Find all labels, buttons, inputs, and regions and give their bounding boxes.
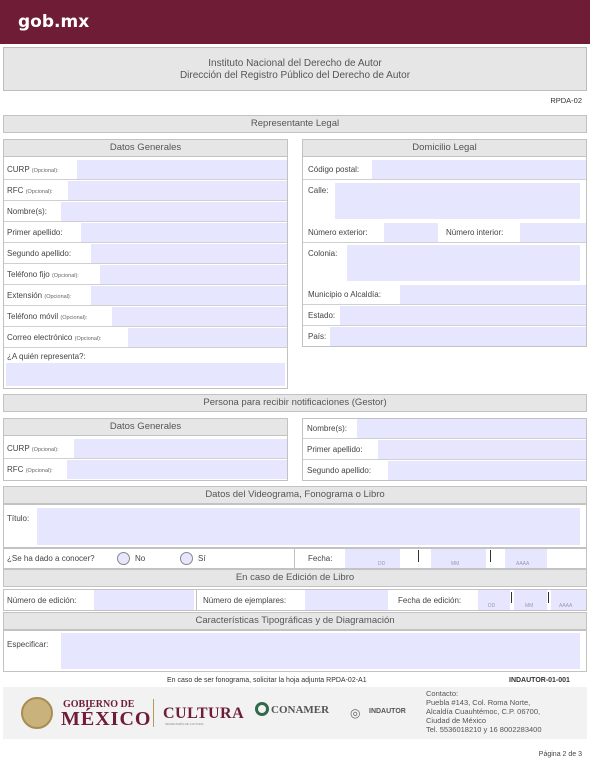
curp-label: CURP (Opcional): — [7, 165, 59, 174]
fecha-mm-placeholder: MM — [451, 561, 460, 567]
fecha-dd-input[interactable] — [345, 549, 400, 568]
telefono-fijo-label: Teléfono fijo (Opcional): — [7, 270, 79, 279]
calle-label: Calle: — [308, 186, 329, 195]
mexico-logo-text: MÉXICO — [61, 708, 152, 730]
gobmx-logo[interactable]: gob.mx — [18, 12, 90, 32]
institution-header — [3, 47, 587, 91]
gestor-rfc-label: RFC (Opcional): — [7, 465, 53, 474]
divider — [196, 589, 197, 611]
institution-name: Instituto Nacional del Derecho de Autor — [208, 58, 382, 69]
numero-exterior-input[interactable] — [384, 223, 438, 242]
fecha-edicion-aaaa-placeholder: AAAA — [559, 603, 573, 609]
footer — [3, 687, 587, 739]
fecha-edicion-dd-placeholder: DD — [488, 603, 496, 609]
numero-ejemplares-label: Número de ejemplares: — [203, 596, 287, 605]
contact-city: Ciudad de México — [426, 716, 487, 725]
especificar-label: Especificar: — [7, 640, 49, 649]
divider — [294, 548, 295, 569]
representante-nombres-input[interactable] — [61, 202, 287, 221]
contact-address: Puebla #143, Col. Roma Norte, — [426, 698, 531, 707]
radio-si[interactable] — [180, 552, 193, 565]
representante-telefono-movil-input[interactable] — [112, 307, 287, 326]
extension-label: Extensión (Opcional): — [7, 291, 72, 300]
dado-a-conocer-label: ¿Se ha dado a conocer? — [7, 554, 95, 563]
fecha-edicion-label: Fecha de edición: — [398, 596, 462, 605]
titulo-label: Título: — [7, 514, 30, 523]
gestor-primer-apellido-input[interactable] — [378, 440, 586, 459]
correo-label: Correo electrónico (Opcional): — [7, 333, 102, 342]
page-number: Página 2 de 3 — [538, 751, 582, 758]
date-separator — [511, 592, 512, 603]
colonia-label: Colonia: — [308, 249, 338, 258]
numero-interior-input[interactable] — [520, 223, 586, 242]
section-representante-legal: Representante Legal — [3, 115, 587, 133]
top-bar — [0, 0, 590, 44]
representante-extension-input[interactable] — [91, 286, 287, 305]
fecha-dd-placeholder: DD — [378, 561, 386, 567]
date-separator — [418, 550, 419, 562]
fonograma-note: En caso de ser fonograma, solicitar la hoja adjunta RPDA-02-A1 — [167, 677, 367, 684]
numero-exterior-label: Número exterior: — [308, 228, 368, 237]
contact-phone: Tel. 5536018210 y 16 8002283400 — [426, 725, 542, 734]
section-videograma: Datos del Videograma, Fonograma o Libro — [3, 486, 587, 504]
gobierno-de-logo-text: GOBIERNO DE — [63, 699, 135, 710]
cultura-subtitle: SECRETARÍA DE CULTURA — [165, 722, 204, 726]
representante-a-quien-input[interactable] — [6, 363, 285, 386]
fecha-aaaa-placeholder: AAAA — [516, 561, 530, 567]
gestor-segundo-apellido-label: Segundo apellido: — [307, 466, 372, 475]
radio-no[interactable] — [117, 552, 130, 565]
form-code: RPDA-02 — [550, 96, 582, 105]
contact-info — [426, 689, 542, 734]
cultura-logo: CULTURA — [163, 705, 245, 722]
contact-alcaldia: Alcaldía Cuauhtémoc, C.P. 06700, — [426, 707, 541, 716]
representante-datos-generales-header: Datos Generales — [3, 139, 288, 157]
conamer-icon — [255, 702, 269, 716]
numero-interior-label: Número interior: — [446, 228, 504, 237]
segundo-apellido-label: Segundo apellido: — [7, 249, 72, 258]
gestor-segundo-apellido-input[interactable] — [388, 461, 586, 480]
a-quien-representa-label: ¿A quién representa?: — [7, 352, 86, 361]
gestor-datos-generales-header: Datos Generales — [3, 418, 288, 436]
pais-input[interactable] — [330, 327, 586, 346]
titulo-input[interactable] — [37, 508, 580, 545]
numero-ejemplares-input[interactable] — [305, 590, 388, 610]
section-gestor: Persona para recibir notificaciones (Gestor) — [3, 394, 587, 412]
primer-apellido-label: Primer apellido: — [7, 228, 63, 237]
indautor-icon: ◎ — [350, 706, 361, 720]
representante-segundo-apellido-input[interactable] — [91, 244, 287, 263]
municipio-input[interactable] — [400, 285, 586, 304]
radio-si-label: Sí — [198, 554, 206, 563]
especificar-input[interactable] — [61, 633, 580, 669]
date-separator — [548, 592, 549, 603]
conamer-logo: CONAMER — [271, 704, 330, 716]
calle-input[interactable] — [335, 183, 580, 219]
telefono-movil-label: Teléfono móvil (Opcional): — [7, 312, 88, 321]
mexico-seal-icon — [21, 697, 53, 729]
fecha-edicion-mm-placeholder: MM — [525, 603, 534, 609]
representante-curp-input[interactable] — [77, 160, 287, 179]
domicilio-legal-header: Domicilio Legal — [302, 139, 587, 157]
gestor-primer-apellido-label: Primer apellido: — [307, 445, 363, 454]
colonia-input[interactable] — [347, 245, 580, 281]
representante-correo-input[interactable] — [128, 328, 287, 347]
numero-edicion-label: Número de edición: — [7, 596, 77, 605]
indautor-logo: INDAUTOR — [369, 708, 406, 715]
gestor-curp-input[interactable] — [74, 439, 287, 458]
codigo-postal-input[interactable] — [372, 160, 586, 179]
rfc-label: RFC (Opcional): — [7, 186, 53, 195]
gestor-rfc-input[interactable] — [67, 460, 287, 479]
gestor-nombres-label: Nombre(s): — [307, 424, 348, 433]
contact-title: Contacto: — [426, 689, 459, 698]
nombres-label: Nombre(s): — [7, 207, 48, 216]
codigo-postal-label: Código postal: — [308, 165, 360, 174]
estado-input[interactable] — [340, 306, 586, 325]
institution-direction: Dirección del Registro Público del Derecho de Autor — [179, 70, 411, 81]
fecha-label: Fecha: — [308, 554, 333, 563]
gestor-curp-label: CURP (Opcional): — [7, 444, 59, 453]
representante-rfc-input[interactable] — [68, 181, 287, 200]
indautor-code: INDAUTOR-01-001 — [509, 677, 570, 684]
estado-label: Estado: — [308, 311, 336, 320]
date-separator — [490, 550, 491, 562]
pais-label: País: — [308, 332, 327, 341]
logo-separator — [153, 699, 154, 727]
representante-telefono-fijo-input[interactable] — [100, 265, 287, 284]
section-caracteristicas: Características Tipográficas y de Diagramación — [3, 612, 587, 630]
radio-no-label: No — [135, 554, 146, 563]
numero-edicion-input[interactable] — [94, 590, 194, 610]
municipio-label: Municipio o Alcaldía: — [308, 290, 381, 299]
gestor-nombres-input[interactable] — [357, 419, 586, 438]
section-edicion-libro: En caso de Edición de Libro — [3, 569, 587, 587]
representante-primer-apellido-input[interactable] — [81, 223, 287, 242]
